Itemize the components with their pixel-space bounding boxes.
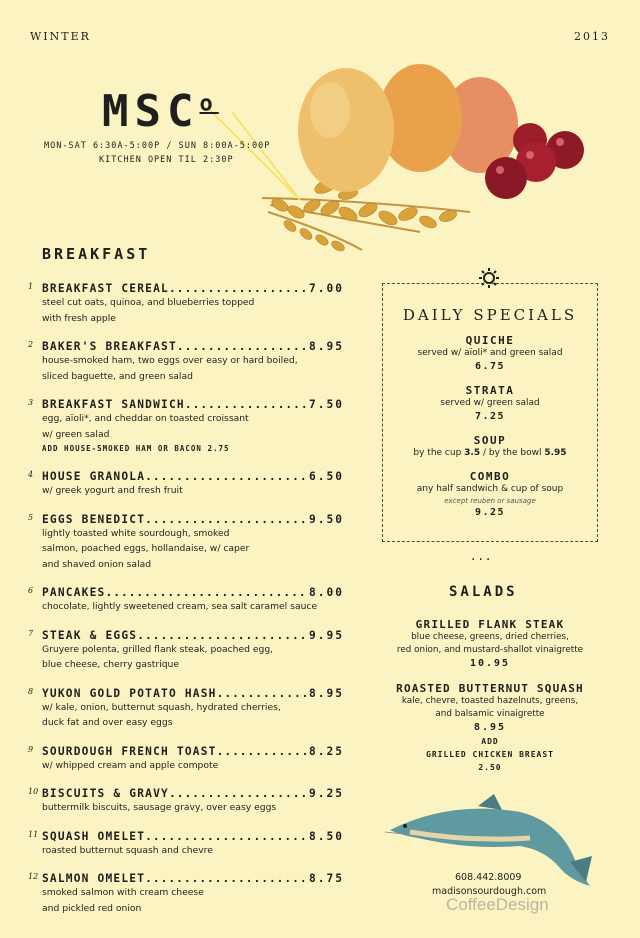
item-price: 8.25 [309,744,344,758]
item-description: salmon, poached eggs, hollandaise, w/ caper [42,543,250,554]
dot-leader [177,340,309,353]
dot-leader [145,470,309,483]
dot-leader [169,787,309,800]
item-description: lightly toasted white sourdough, smoked [42,527,230,539]
menu-item [28,398,344,456]
dot-leader [145,872,309,885]
soup-cup-label: by the cup [413,448,465,458]
hours-line: MON-SAT 6:30A-5:00P / SUN 8:00A-5:00P [44,141,271,151]
menu-item [28,513,344,573]
salad-item [370,682,610,774]
item-header [42,629,344,642]
menu-item [28,340,344,384]
item-number: 11 [28,829,39,839]
item-price: 7.50 [309,398,344,411]
item-description: buttermilk biscuits, sausage gravy, over easy eggs [42,802,277,813]
item-header [42,586,344,599]
soup-bowl-label: / by the bowl [480,448,545,458]
item-description: chocolate, lightly sweetened cream, sea salt caramel sauce [42,601,318,612]
item-price: 8.50 [309,829,344,843]
menu-item [28,687,344,731]
salads-heading: SALADS [449,584,518,600]
special-name: STRATA [465,384,515,397]
dot-leader [145,830,309,843]
special-name: QUICHE [465,334,515,347]
item-name: BISCUITS & GRAVY [42,787,169,800]
special-price: 6.75 [474,361,506,372]
item-header [42,872,344,885]
item-header [42,830,344,843]
item-name: BAKER'S BREAKFAST [42,340,177,353]
item-number: 3 [28,398,34,407]
daily-specials-heading: DAILY SPECIALS [402,306,578,324]
dot-leader [217,687,309,700]
item-price: 8.00 [309,586,344,599]
watermark: CoffeeDesign [446,895,549,914]
breakfast-menu [28,282,344,916]
dot-leader [185,398,309,411]
section-divider: ... [471,548,494,564]
special-item [383,384,597,424]
salad-name: GRILLED FLANK STEAK [415,618,565,631]
soup-bowl-price: 5.95 [544,448,567,458]
item-description: house-smoked ham, two eggs over easy or hard boiled, [42,355,298,366]
item-description: duck fat and over easy eggs [42,717,173,728]
menu-item [28,830,344,859]
salads-menu [370,618,610,774]
special-desc: served w/ aïoli* and green salad [417,348,563,358]
special-note: except reuben or sausage [444,497,536,505]
salad-desc: blue cheese, greens, dried cherries, [411,632,569,642]
website: madisonsourdough.com [432,886,547,897]
item-price: 9.25 [309,787,344,800]
item-description: egg, aïoli*, and cheddar on toasted croissant [42,413,249,424]
soup-cup-price: 3.5 [464,448,481,458]
salad-price: 10.95 [469,658,511,669]
item-description: roasted butternut squash and chevre [42,844,213,856]
menu-item [28,629,344,673]
item-name: PANCAKES [42,586,106,599]
item-number: 2 [28,340,34,349]
item-description: Gruyere polenta, grilled flank steak, poached egg, [42,643,274,655]
dot-leader [105,586,309,599]
item-description: w/ whipped cream and apple compote [42,759,219,771]
item-name: EGGS BENEDICT [42,512,146,526]
item-description: and shaved onion salad [42,558,152,570]
season-label: WINTER [30,30,91,43]
special-desc [383,447,597,460]
salad-desc: and balsamic vinaigrette [435,709,545,719]
item-number: 6 [28,586,34,595]
item-price: 9.50 [309,512,344,526]
special-name: SOUP [473,434,507,447]
item-description: blue cheese, cherry gastrique [42,659,180,670]
item-description: w/ greek yogurt and fresh fruit [42,485,183,496]
item-header [42,687,344,700]
item-addon: ADD HOUSE-SMOKED HAM OR BACON 2.75 [42,444,230,453]
menu-item [28,872,344,916]
wheat-illustration [262,175,470,252]
special-item [383,434,597,460]
item-number: 4 [28,470,34,479]
item-price: 8.95 [309,340,344,353]
special-price: 9.25 [474,507,506,518]
salad-item [370,618,610,671]
item-description: smoked salmon with cream cheese [42,887,204,898]
menu-item [28,470,344,499]
item-number: 1 [28,282,34,291]
special-name: COMBO [469,470,511,483]
item-description: with fresh apple [42,312,116,324]
menu-item [28,745,344,774]
eggs-illustration [298,64,518,192]
special-desc: served w/ green salad [440,398,540,408]
item-number: 7 [28,628,34,638]
breakfast-heading: BREAKFAST [42,245,151,263]
dot-leader [145,513,309,526]
item-number: 10 [28,787,39,796]
item-name: SALMON OMELET [42,872,146,885]
salad-add-price: 2.50 [478,763,502,772]
item-price: 7.00 [309,282,344,295]
menu-item [28,586,344,615]
salad-desc: red onion, and mustard-shallot vinaigrette [396,645,584,655]
dot-leader [137,629,309,642]
dot-leader [169,282,309,295]
item-header [42,398,344,411]
logo-sup: o [199,91,219,117]
dot-leader [217,745,309,758]
item-name: STEAK & EGGS [42,628,138,642]
menu-item [28,787,344,816]
salad-add-item: GRILLED CHICKEN BREAST [426,750,554,759]
salad-name: ROASTED BUTTERNUT SQUASH [396,682,584,695]
salad-desc: kale, chevre, toasted hazelnuts, greens, [401,696,579,706]
year-label: 2013 [574,30,610,43]
item-header [42,787,344,800]
item-name: HOUSE GRANOLA [42,470,146,483]
daily-specials-box [382,283,598,542]
kitchen-hours-line: KITCHEN OPEN TIL 2:30P [99,155,234,165]
salad-add-label: ADD [481,737,499,746]
item-number: 12 [28,872,39,881]
item-header [42,282,344,295]
item-number: 8 [28,686,34,696]
item-price: 9.95 [309,628,344,642]
item-name: SOURDOUGH FRENCH TOAST [42,744,217,758]
special-item [383,470,597,520]
item-price: 8.75 [309,872,344,885]
item-header [42,513,344,526]
item-header [42,470,344,483]
item-description: and pickled red onion [42,902,142,914]
item-description: steel cut oats, quinoa, and blueberries topped [42,297,255,308]
special-item [383,334,597,374]
salad-price: 8.95 [473,722,507,733]
item-description: w/ kale, onion, butternut squash, hydrated cherries, [42,701,281,713]
phone-number: 608.442.8009 [455,872,522,883]
item-number: 9 [28,744,34,754]
logo-text: MSC [102,86,200,137]
menu-item [28,282,344,326]
item-name: YUKON GOLD POTATO HASH [42,686,217,700]
special-price: 7.25 [474,411,506,422]
opening-hours [44,139,270,167]
item-description: w/ green salad [42,428,110,440]
item-header [42,745,344,758]
item-description: sliced baguette, and green salad [42,370,193,382]
item-number: 5 [28,512,34,522]
brand-logo [102,86,219,137]
item-header [42,340,344,353]
item-price: 6.50 [309,470,344,483]
item-name: BREAKFAST CEREAL [42,282,169,295]
special-desc: any half sandwich & cup of soup [416,484,564,494]
item-name: BREAKFAST SANDWICH [42,398,185,411]
item-price: 8.95 [309,686,344,700]
item-name: SQUASH OMELET [42,829,146,843]
